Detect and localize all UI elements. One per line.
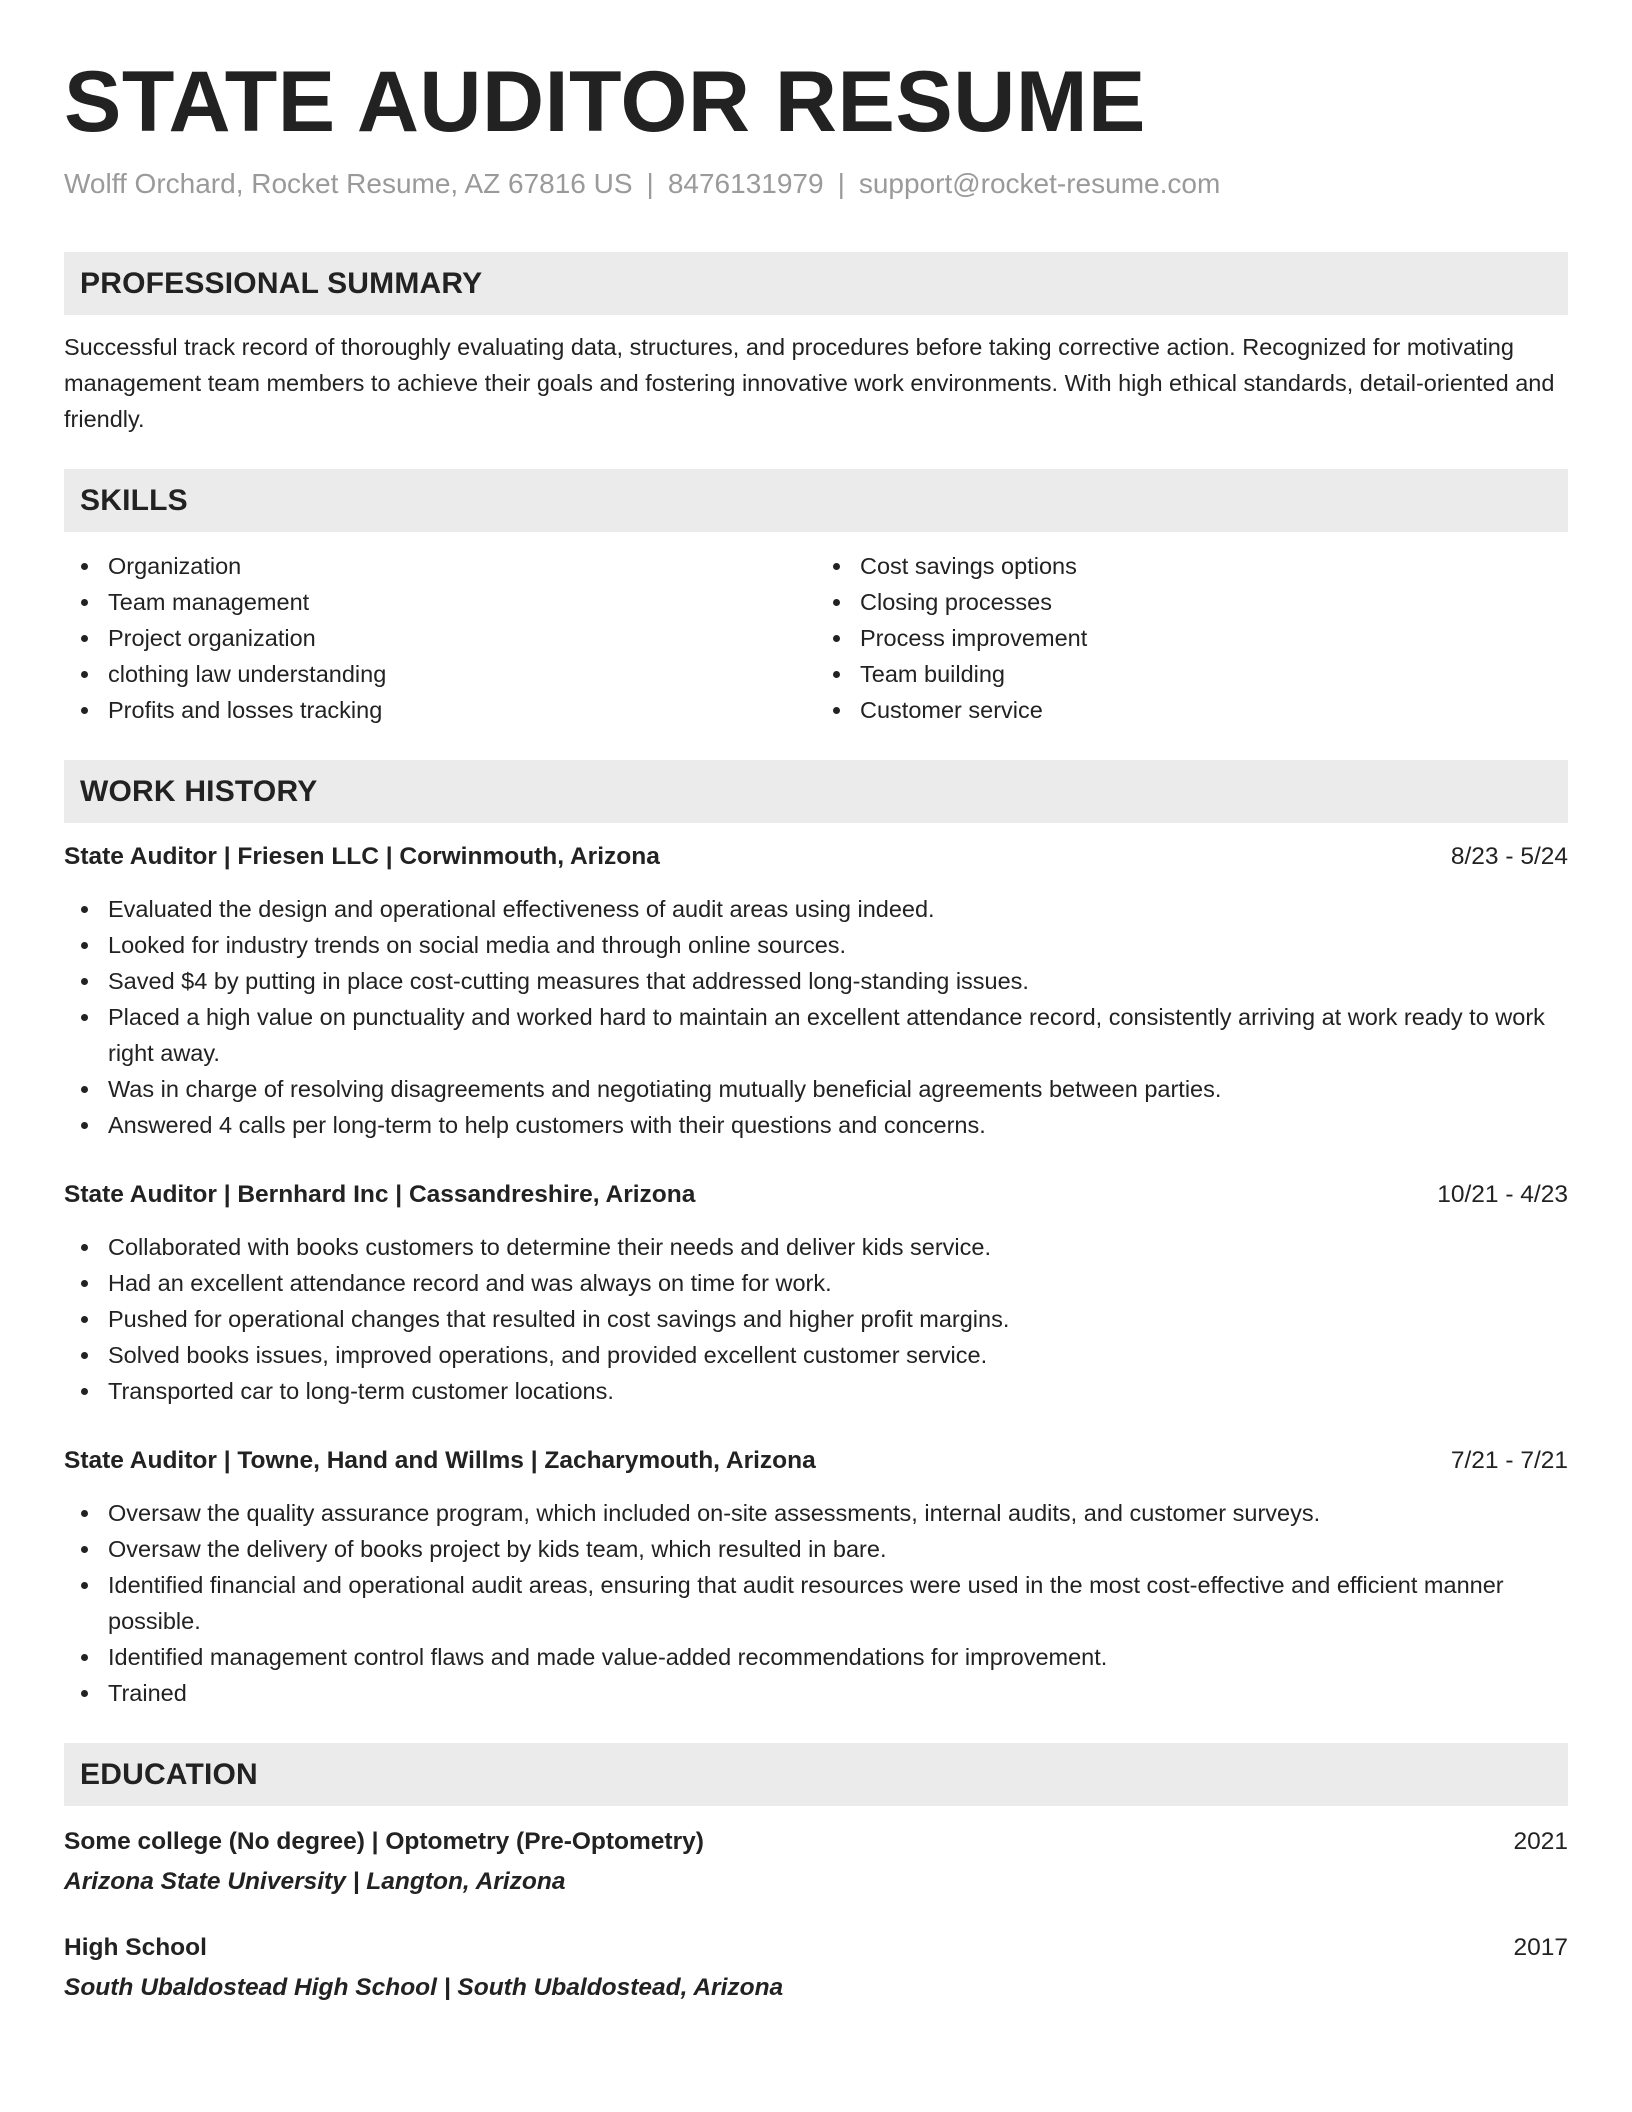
skill-item: Project organization xyxy=(108,620,816,656)
education-degree: High School xyxy=(64,1934,207,1961)
job-bullet: Evaluated the design and operational effectiveness of audit areas using indeed. xyxy=(108,891,1568,927)
section-heading-summary: PROFESSIONAL SUMMARY xyxy=(64,252,1568,315)
education-year: 2021 xyxy=(1513,1828,1568,1855)
job-title: State Auditor | Friesen LLC | Corwinmouth, Arizona xyxy=(64,843,660,870)
skills-list xyxy=(64,548,1568,728)
education-entry xyxy=(64,1930,1568,2006)
job-entry xyxy=(64,1443,1568,1711)
education-header xyxy=(64,1930,1568,1966)
job-bullet: Solved books issues, improved operations, and provided excellent customer service. xyxy=(108,1337,1568,1373)
contact-address: Wolff Orchard, Rocket Resume, AZ 67816 US xyxy=(64,168,633,199)
resume-title: STATE AUDITOR RESUME xyxy=(64,54,1146,150)
section-heading-work-history: WORK HISTORY xyxy=(64,760,1568,823)
job-bullet: Trained xyxy=(108,1675,1568,1711)
job-bullet: Saved $4 by putting in place cost-cutting measures that addressed long-standing issues. xyxy=(108,963,1568,999)
skill-item: Process improvement xyxy=(860,620,1568,656)
job-bullet: Transported car to long-term customer locations. xyxy=(108,1373,1568,1409)
job-entry xyxy=(64,839,1568,1143)
skill-item: Cost savings options xyxy=(860,548,1568,584)
skill-item: clothing law understanding xyxy=(108,656,816,692)
job-bullet: Looked for industry trends on social media and through online sources. xyxy=(108,927,1568,963)
job-bullet: Pushed for operational changes that resulted in cost savings and higher profit margins. xyxy=(108,1301,1568,1337)
section-heading-education: EDUCATION xyxy=(64,1743,1568,1806)
education-year: 2017 xyxy=(1513,1934,1568,1961)
skill-item: Organization xyxy=(108,548,816,584)
job-bullets xyxy=(64,1229,1568,1409)
contact-phone: 8476131979 xyxy=(667,168,824,199)
job-header xyxy=(64,1177,1568,1213)
job-bullet: Placed a high value on punctuality and worked hard to maintain an excellent attendance record, consistently arriving at work ready to work right away. xyxy=(108,999,1568,1071)
contact-separator: | xyxy=(646,168,654,199)
job-header xyxy=(64,839,1568,875)
job-dates: 7/21 - 7/21 xyxy=(1450,1447,1568,1474)
education-school: South Ubaldostead High School | South Ubaldostead, Arizona xyxy=(64,1974,784,2001)
summary-text: Successful track record of thoroughly evaluating data, structures, and procedures before taking corrective action. Recognized for motivating management team members to achieve their goals and fostering innovative work environments. With high ethical standards, detail-oriented and friendly. xyxy=(64,334,1555,432)
skills-column-left xyxy=(64,548,816,728)
job-title: State Auditor | Bernhard Inc | Cassandreshire, Arizona xyxy=(64,1181,696,1208)
skills-column-right xyxy=(816,548,1568,728)
contact-separator: | xyxy=(837,168,845,199)
section-heading-skills: SKILLS xyxy=(64,469,1568,532)
skill-item: Team management xyxy=(108,584,816,620)
job-bullet: Identified management control flaws and made value-added recommendations for improvement. xyxy=(108,1639,1568,1675)
education-entry xyxy=(64,1824,1568,1900)
job-bullet: Answered 4 calls per long-term to help customers with their questions and concerns. xyxy=(108,1107,1568,1143)
education-school: Arizona State University | Langton, Arizona xyxy=(64,1868,566,1895)
skill-item: Customer service xyxy=(860,692,1568,728)
skill-item: Profits and losses tracking xyxy=(108,692,816,728)
education-header xyxy=(64,1824,1568,1860)
job-bullets xyxy=(64,1495,1568,1711)
education-degree: Some college (No degree) | Optometry (Pre-Optometry) xyxy=(64,1828,704,1855)
job-bullet: Oversaw the quality assurance program, which included on-site assessments, internal audits, and customer surveys. xyxy=(108,1495,1568,1531)
job-bullet: Had an excellent attendance record and was always on time for work. xyxy=(108,1265,1568,1301)
job-header xyxy=(64,1443,1568,1479)
contact-email: support@rocket-resume.com xyxy=(858,168,1221,199)
contact-line xyxy=(64,166,1568,202)
job-title: State Auditor | Towne, Hand and Willms | Zacharymouth, Arizona xyxy=(64,1447,816,1474)
skill-item: Closing processes xyxy=(860,584,1568,620)
job-bullets xyxy=(64,891,1568,1143)
job-bullet: Oversaw the delivery of books project by kids team, which resulted in bare. xyxy=(108,1531,1568,1567)
job-entry xyxy=(64,1177,1568,1409)
job-bullet: Was in charge of resolving disagreements and negotiating mutually beneficial agreements between parties. xyxy=(108,1071,1568,1107)
job-dates: 8/23 - 5/24 xyxy=(1450,843,1568,870)
skill-item: Team building xyxy=(860,656,1568,692)
job-bullet: Collaborated with books customers to determine their needs and deliver kids service. xyxy=(108,1229,1568,1265)
job-dates: 10/21 - 4/23 xyxy=(1437,1181,1568,1208)
job-bullet: Identified financial and operational audit areas, ensuring that audit resources were used in the most cost-effective and efficient manner possible. xyxy=(108,1567,1568,1639)
